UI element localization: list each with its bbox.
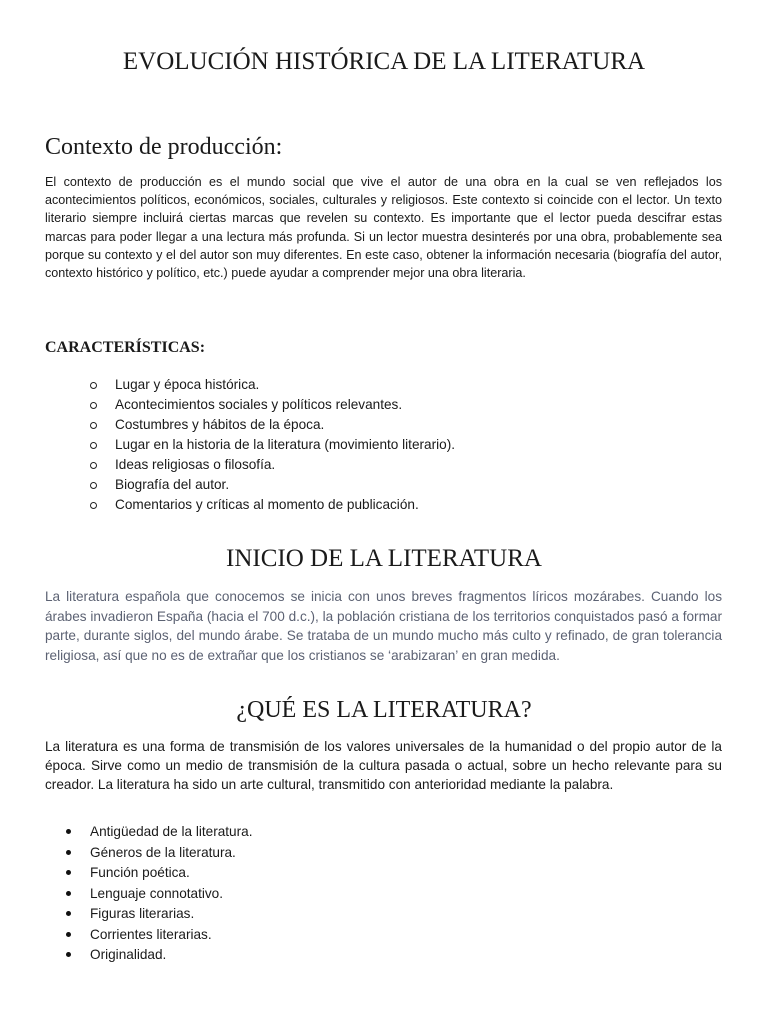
list-item-text: Figuras literarias.: [90, 906, 195, 921]
list-item: [90, 375, 455, 395]
circle-bullet-icon: [90, 402, 97, 409]
document-title: EVOLUCIÓN HISTÓRICA DE LA LITERATURA: [122, 48, 646, 75]
list-item: [66, 945, 252, 966]
list-item-text: Acontecimientos sociales y políticos relevantes.: [115, 397, 403, 412]
que-es-list: [66, 822, 252, 966]
disc-bullet-icon: [66, 911, 71, 916]
list-item: [66, 843, 252, 864]
list-item-text: Costumbres y hábitos de la época.: [115, 417, 325, 432]
circle-bullet-icon: [90, 442, 97, 449]
list-item-text: Ideas religiosas o filosofía.: [115, 457, 276, 472]
list-item: [66, 822, 252, 843]
list-item-text: Corrientes literarias.: [90, 926, 212, 942]
list-item-text: Función poética.: [90, 865, 190, 880]
list-item: [66, 884, 252, 905]
disc-bullet-icon: [66, 829, 71, 834]
paragraph-inicio: La literatura española que conocemos se inicia con unos breves fragmentos líricos mozárabes. Cuando los árabes invadieron España (hacia el 700 d.c.), la población cristiana de los territorios conquistados pasó a formar parte, durante siglos, del mundo árabe. Se trataba de un mundo mucho más culto y refinado, de gran tolerancia religiosa, así que no es de extrañar que los cristianos se ‘arabizaran’ en gran medida.: [45, 589, 722, 663]
section-heading-contexto: Contexto de producción:: [45, 134, 283, 160]
circle-bullet-icon: [90, 482, 97, 489]
disc-bullet-icon: [66, 952, 71, 957]
list-item-text: Biografía del autor.: [115, 477, 230, 492]
section-heading-caracteristicas: CARACTERÍSTICAS:: [45, 339, 206, 356]
paragraph-que-es: La literatura es una forma de transmisión de los valores universales de la humanidad o del propio autor de la época. Sirve como un medio de transmisión de la cultura pasada o actual, sobre un hecho relevante para su creador. La literatura ha sido un arte cultural, transmitido con anterioridad mediante la palabra.: [45, 739, 722, 792]
caracteristicas-list: [90, 375, 455, 515]
list-item: [90, 415, 455, 435]
disc-bullet-icon: [66, 850, 71, 855]
section-heading-inicio: INICIO DE LA LITERATURA: [226, 545, 542, 572]
disc-bullet-icon: [66, 891, 71, 896]
list-item: [90, 475, 455, 495]
list-item-text: Antigüedad de la literatura.: [90, 824, 253, 839]
list-item-text: Géneros de la literatura.: [90, 844, 236, 860]
list-item: [66, 863, 252, 884]
circle-bullet-icon: [90, 462, 97, 469]
circle-bullet-icon: [90, 502, 97, 509]
section-heading-que-es: ¿QUÉ ES LA LITERATURA?: [236, 697, 532, 723]
disc-bullet-icon: [66, 870, 71, 875]
circle-bullet-icon: [90, 422, 97, 429]
list-item: [66, 925, 252, 946]
list-item: [90, 455, 455, 475]
disc-bullet-icon: [66, 932, 71, 937]
paragraph-contexto: El contexto de producción es el mundo social que vive el autor de una obra en la cual se ven reflejados los acontecimientos políticos, económicos, sociales, culturales y religiosos. Este contexto si coincide con el lector. Un texto literario siempre incluirá ciertas marcas que revelen su contexto. Es importante que el lector pueda descifrar estas marcas para poder llegar a una lectura más profunda. Si un lector muestra desinterés por una obra, probablemente sea porque su contexto y el del autor son muy diferentes. En este caso, obtener la información necesaria (biografía del autor, contexto histórico y político, etc.) puede ayudar a comprender mejor una obra literaria.: [45, 175, 722, 281]
list-item-text: Lugar y época histórica.: [115, 377, 260, 392]
list-item: [90, 495, 455, 515]
list-item: [90, 395, 455, 415]
list-item-text: Lugar en la historia de la literatura (movimiento literario).: [115, 437, 455, 452]
list-item: [90, 435, 455, 455]
list-item-text: Originalidad.: [90, 947, 167, 962]
circle-bullet-icon: [90, 382, 97, 389]
list-item-text: Lenguaje connotativo.: [90, 885, 224, 901]
list-item-text: Comentarios y críticas al momento de publicación.: [115, 497, 419, 512]
list-item: [66, 904, 252, 925]
